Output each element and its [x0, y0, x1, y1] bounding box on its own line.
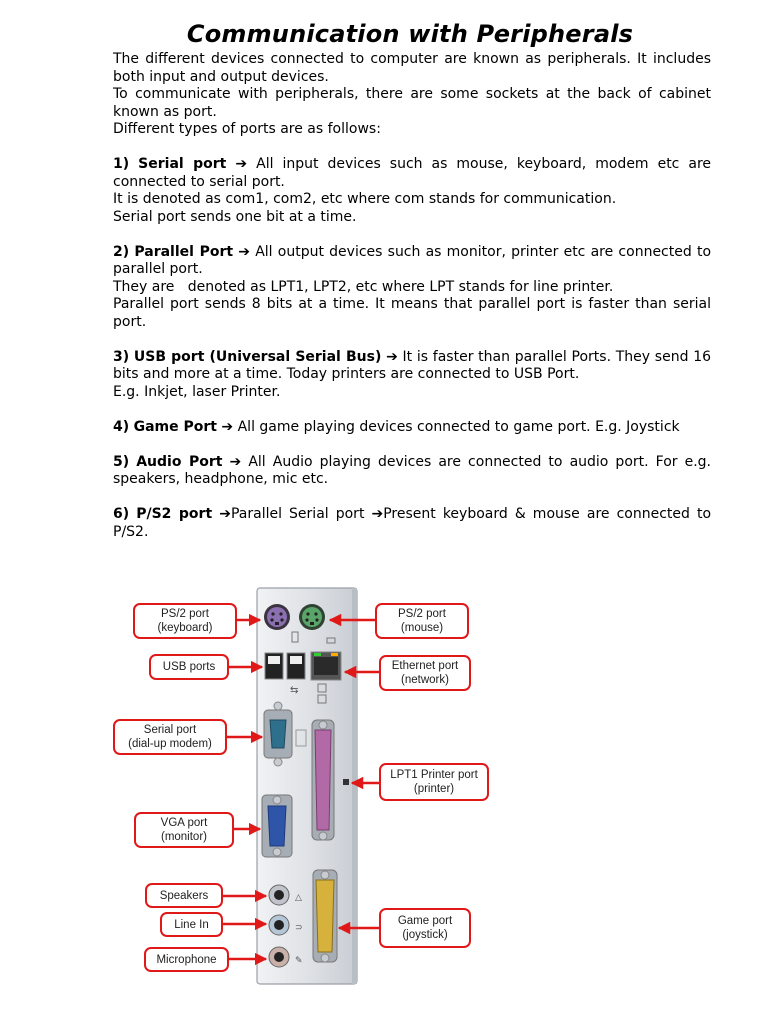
microphone-jack — [269, 947, 289, 967]
vga-port — [262, 795, 292, 857]
label-ps2-mouse: PS/2 port (mouse) — [375, 603, 469, 639]
port-item-serial: 1) Serial port ➔ All input devices such as mouse, keyboard, modem etc are connected to serial port. — [113, 156, 712, 190]
label-speakers: Speakers — [145, 883, 223, 908]
game-port — [313, 870, 337, 962]
port-detail: It is denoted as com1, com2, etc where com stands for communication. — [113, 191, 617, 207]
label-microphone: Microphone — [144, 947, 229, 972]
port-detail: Serial port sends one bit at a time. — [113, 208, 357, 225]
document-body — [113, 51, 711, 541]
label-line-in: Line In — [160, 912, 223, 937]
ps2-keyboard-port — [264, 604, 290, 630]
parallel-port — [312, 720, 334, 840]
port-item-usb: 3) USB port (Universal Serial Bus) ➔ It is faster than parallel Ports. They send 16 bits and more at a time. Today printers are connected to USB Port. — [113, 348, 712, 382]
serial-port — [264, 702, 292, 766]
port-detail: Parallel port sends 8 bits at a time. It means that parallel port is faster than serial port. — [113, 296, 711, 330]
port-item-parallel: 2) Parallel Port ➔ All output devices such as monitor, printer etc are connected to parallel port. — [113, 243, 712, 277]
port-detail: They are denoted as LPT1, LPT2, etc where LPT stands for line printer. — [113, 278, 614, 295]
svg-text:✎: ✎ — [295, 956, 303, 966]
svg-text:⊃: ⊃ — [295, 923, 303, 933]
intro-paragraph: The different devices connected to computer are known as peripherals. It includes both input and output devices. — [113, 51, 711, 85]
intro-paragraph: To communicate with peripherals, there are some sockets at the back of cabinet known as port. — [113, 86, 711, 120]
port-item-game: 4) Game Port ➔ All game playing devices connected to game port. E.g. Joystick — [113, 418, 680, 435]
port-detail: E.g. Inkjet, laser Printer. — [113, 383, 281, 400]
label-ethernet-port: Ethernet port (network) — [379, 655, 471, 691]
label-lpt1-port: LPT1 Printer port (printer) — [379, 763, 489, 801]
page-title: Communication with Peripherals — [186, 20, 634, 48]
label-serial-port: Serial port (dial-up modem) — [113, 719, 227, 755]
port-item-ps2: 6) P/S2 port ➔Parallel Serial port ➔Present keyboard & mouse are connected to P/S2. — [113, 506, 712, 540]
intro-paragraph: Different types of ports are as follows: — [113, 121, 381, 137]
label-ps2-keyboard: PS/2 port (keyboard) — [133, 603, 237, 639]
svg-text:△: △ — [295, 893, 302, 903]
ps2-mouse-port — [299, 604, 325, 630]
ethernet-port — [311, 652, 341, 680]
label-usb-ports: USB ports — [149, 654, 229, 680]
svg-text:⇆: ⇆ — [290, 685, 299, 696]
rear-panel-diagram — [0, 580, 768, 990]
port-item-audio: 5) Audio Port ➔ All Audio playing devices are connected to audio port. For e.g. speakers, headphone, mic etc. — [113, 453, 712, 487]
speakers-jack — [269, 885, 289, 905]
line-in-jack — [269, 915, 289, 935]
label-vga-port: VGA port (monitor) — [134, 812, 234, 848]
label-game-port: Game port (joystick) — [379, 908, 471, 948]
